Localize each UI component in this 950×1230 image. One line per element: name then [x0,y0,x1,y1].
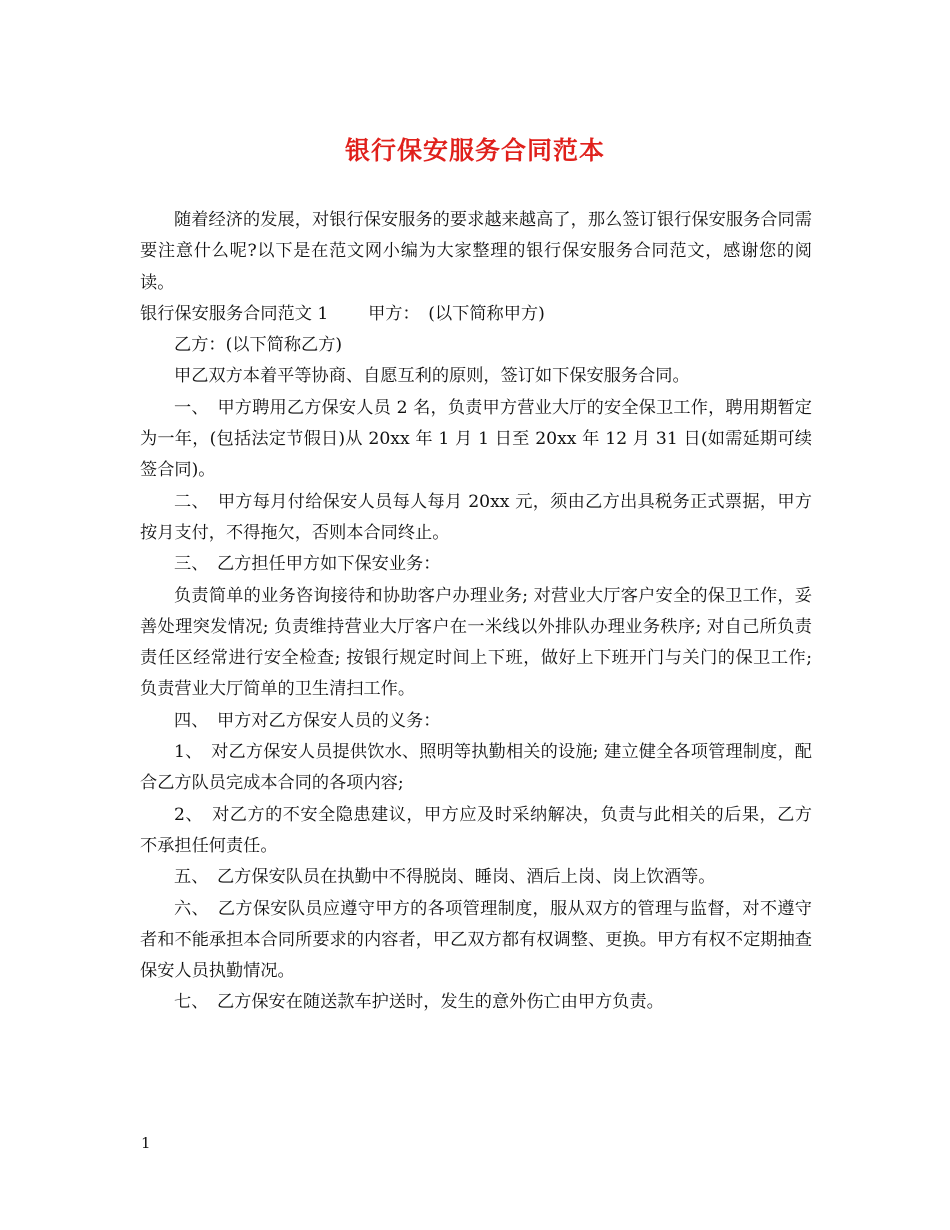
clause-7: 七、 乙方保安在随送款车护送时，发生的意外伤亡由甲方负责。 [174,992,664,1013]
document-body [140,205,812,1019]
clause-4-item-2: 2、 对乙方的不安全隐患建议，甲方应及时采纳解决，负责与此相关的后果，乙方不承担任何责任。 [140,804,812,856]
document-title: 银行保安服务合同范本 [344,136,605,165]
party-b-line: 乙方：(以下简称乙方) [174,335,343,356]
clause-4: 四、 甲方对乙方保安人员的义务： [174,710,441,731]
clause-1: 一、 甲方聘用乙方保安人员 2 名，负责甲方营业大厅的安全保卫工作，聘用期暂定为一年，(包括法定节假日)从 20xx 年 1 月 1 日至 20xx 年 12 月 31 日(如需延期可续签合同)。 [140,397,812,481]
principle-paragraph: 甲乙双方本着平等协商、自愿互利的原则，签订如下保安服务合同。 [174,366,690,387]
clause-4-item-1: 1、 对乙方保安人员提供饮水、照明等执勤相关的设施; 建立健全各项管理制度，配合乙方队员完成本合同的各项内容; [140,742,812,794]
clause-3-duties: 负责简单的业务咨询接待和协助客户办理业务; 对营业大厅客户安全的保卫工作，妥善处理突发情况; 负责维持营业大厅客户在一米线以外排队办理业务秩序; 对自己所负责责任区经常进行安全检查; 按银行规定时间上下班，做好上下班开门与关门的保卫工作; 负责营业大厅简单的卫生清扫工作。 [140,585,812,700]
page-number: 1 [141,1134,151,1152]
clause-2: 二、 甲方每月付给保安人员每人每月 20xx 元，须由乙方出具税务正式票据，甲方按月支付，不得拖欠，否则本合同终止。 [140,491,812,543]
clause-5: 五、 乙方保安队员在执勤中不得脱岗、睡岗、酒后上岗、岗上饮酒等。 [174,867,716,888]
clause-6: 六、 乙方保安队员应遵守甲方的各项管理制度，服从双方的管理与监督，对不遵守者和不能承担本合同所要求的内容者，甲乙双方都有权调整、更换。甲方有权不定期抽查保安人员执勤情况。 [140,898,812,982]
intro-paragraph: 随着经济的发展，对银行保安服务的要求越来越高了，那么签订银行保安服务合同需要注意什么呢?以下是在范文网小编为大家整理的银行保安服务合同范文，感谢您的阅读。 [140,210,812,293]
clause-3: 三、 乙方担任甲方如下保安业务： [174,554,441,575]
sample-heading-party-a: 银行保安服务合同范文 1 甲方： (以下简称甲方) [140,303,545,324]
